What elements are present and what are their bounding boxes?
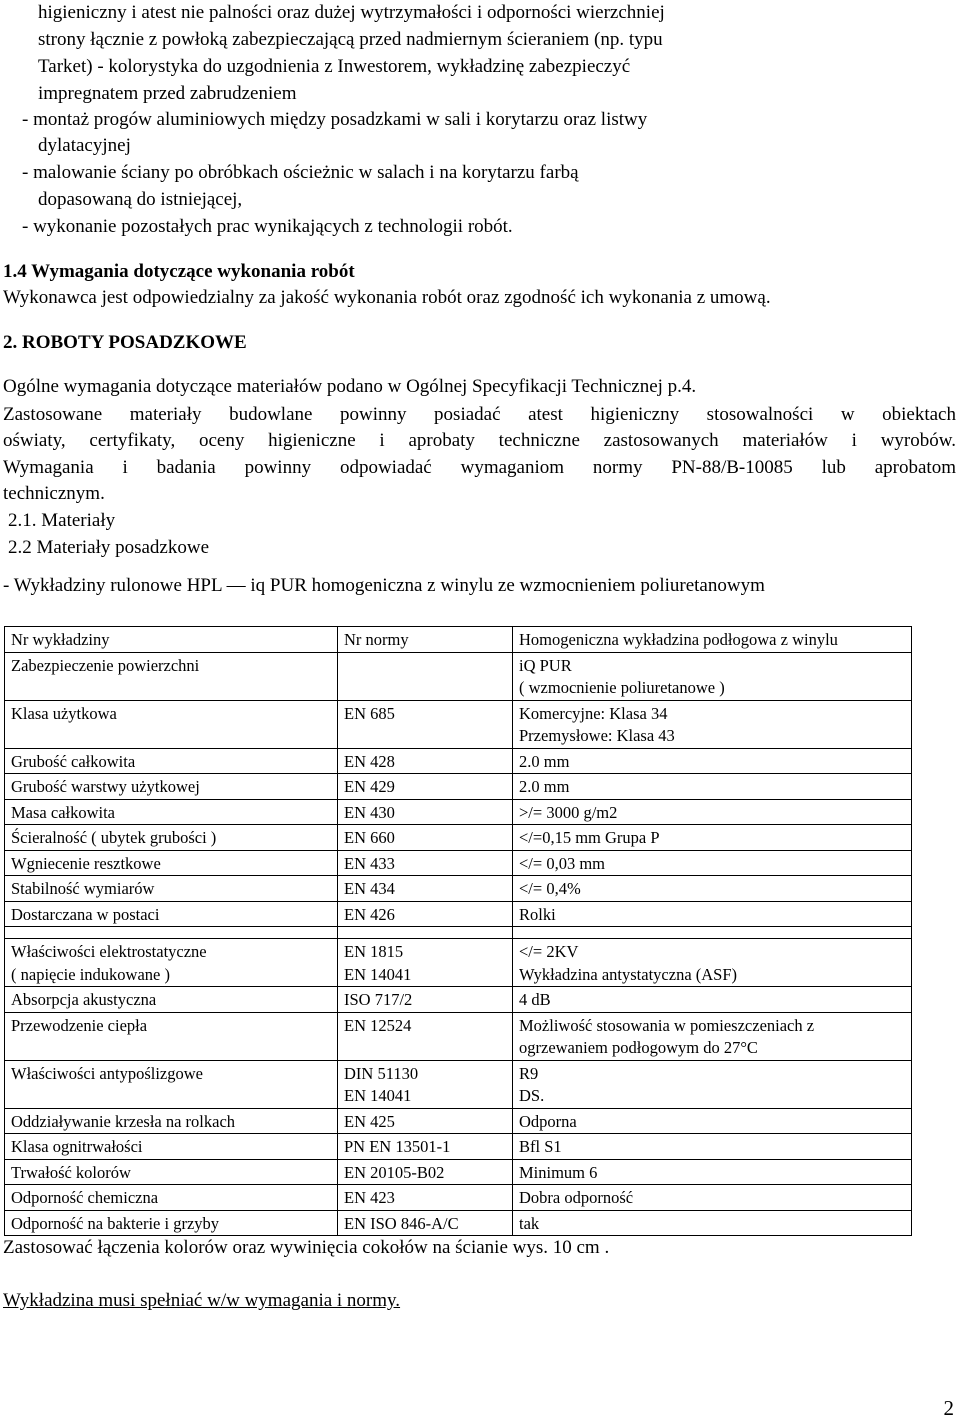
- cell-text: Trwałość kolorów: [11, 1162, 131, 1182]
- cell-text: EN 14041: [344, 1086, 412, 1105]
- table-row: [5, 652, 912, 700]
- table-cell: [338, 627, 513, 653]
- section-text: technicznym.: [3, 483, 105, 504]
- cell-text: Bfl S1: [519, 1137, 562, 1156]
- table-cell: [5, 1108, 338, 1134]
- cell-text: Właściwości antypoślizgowe: [11, 1063, 203, 1083]
- table-cell: [513, 939, 912, 987]
- cell-text: Zabezpieczenie powierzchni: [11, 655, 200, 675]
- table-cell: [5, 987, 338, 1013]
- cell-text: </= 2KV: [519, 942, 579, 961]
- table-cell: [513, 1060, 912, 1108]
- cell-text: Przewodzenie ciepła: [11, 1015, 148, 1035]
- text-line: Tarket) - kolorystyka do uzgodnienia z Inwestorem, wykładzinę zabezpieczyć: [38, 56, 631, 77]
- cell-text: EN 14041: [344, 964, 412, 984]
- cell-text: EN 425: [344, 1111, 395, 1131]
- cell-text: Odporność na bakterie i grzyby: [11, 1213, 220, 1233]
- table-row: [5, 774, 912, 800]
- table-row: [5, 799, 912, 825]
- cell-text: Wykładzina antystatyczna (ASF): [519, 964, 738, 984]
- table-cell: [513, 774, 912, 800]
- cell-text: EN 423: [344, 1188, 395, 1207]
- cell-text: EN 434: [344, 879, 395, 898]
- table-cell: [5, 1134, 338, 1160]
- table-cell: [338, 1185, 513, 1211]
- table-row: [5, 850, 912, 876]
- cell-text: Klasa ognitrwałości: [11, 1137, 143, 1156]
- product-line: - Wykładziny rulonowe HPL — iq PUR homogeniczna z winylu ze wzmocnieniem poliuretanowym: [3, 575, 765, 596]
- cell-text: EN 429: [344, 777, 395, 796]
- table-row: [5, 1134, 912, 1160]
- cell-text: 2.0 mm: [519, 777, 570, 796]
- table-cell: [5, 748, 338, 774]
- table-cell: [338, 850, 513, 876]
- table-cell: [338, 825, 513, 851]
- spec-table-body: [5, 627, 912, 1236]
- table-cell: [338, 876, 513, 902]
- table-row: [5, 627, 912, 653]
- cell-text: Odporna: [519, 1111, 577, 1131]
- cell-text: Masa całkowita: [11, 802, 116, 822]
- cell-text: Grubość całkowita: [11, 751, 136, 771]
- cell-text: DS.: [519, 1086, 545, 1105]
- cell-text: EN 433: [344, 853, 395, 873]
- section-text: Wymagania i badania powinny odpowiadać wymaganiom normy PN-88/B-10085 lub aprobatom: [3, 457, 956, 478]
- table-cell: [5, 1185, 338, 1211]
- table-cell: [513, 927, 912, 939]
- text-line: strony łącznie z powłoką zabezpieczającą przed nadmiernym ścieraniem (np. typu: [38, 29, 663, 50]
- table-cell: [513, 652, 912, 700]
- table-cell: [513, 1012, 912, 1060]
- cell-text: EN 430: [344, 802, 395, 822]
- cell-text: Przemysłowe: Klasa 43: [519, 726, 675, 745]
- cell-text: EN 1815: [344, 942, 404, 961]
- cell-text: Klasa użytkowa: [11, 703, 117, 723]
- table-cell: [338, 1060, 513, 1108]
- cell-text: tak: [519, 1213, 540, 1233]
- table-cell: [5, 700, 338, 748]
- cell-text: ogrzewaniem podłogowym do 27°C: [519, 1038, 758, 1057]
- table-row: [5, 939, 912, 987]
- cell-text: </= 0,03 mm: [519, 853, 605, 873]
- table-spacer-row: [5, 927, 912, 939]
- table-cell: [338, 1134, 513, 1160]
- cell-text: >/= 3000 g/m2: [519, 802, 618, 822]
- spec-table: [4, 626, 912, 1236]
- cell-text: Ścieralność ( ubytek grubości ): [11, 828, 217, 847]
- table-cell: [513, 876, 912, 902]
- page-number: 2: [943, 1396, 954, 1420]
- table-cell: [338, 799, 513, 825]
- table-cell: [513, 850, 912, 876]
- cell-text: EN 428: [344, 751, 395, 771]
- table-cell: [513, 799, 912, 825]
- cell-text: Możliwość stosowania w pomieszczeniach z: [519, 1015, 815, 1035]
- table-cell: [513, 700, 912, 748]
- cell-text: R9: [519, 1063, 539, 1083]
- table-cell: [513, 748, 912, 774]
- table-cell: [338, 748, 513, 774]
- cell-text: Minimum 6: [519, 1162, 598, 1182]
- table-cell: [338, 774, 513, 800]
- cell-text: EN 12524: [344, 1015, 412, 1035]
- cell-text: Komercyjne: Klasa 34: [519, 703, 668, 723]
- table-cell: [338, 1210, 513, 1236]
- table-row: [5, 1108, 912, 1134]
- cell-text: EN 660: [344, 828, 395, 847]
- table-cell: [5, 927, 338, 939]
- section-text: Zastosowane materiały budowlane powinny posiadać atest higieniczny stosowalności w obiektach: [3, 404, 956, 425]
- table-cell: [338, 987, 513, 1013]
- table-row: [5, 1210, 912, 1236]
- section-text: Ogólne wymagania dotyczące materiałów podano w Ogólnej Specyfikacji Technicznej p.4.: [3, 376, 697, 397]
- text-line: - montaż progów aluminiowych między posadzkami w sali i korytarzu oraz listwy: [22, 109, 648, 130]
- table-row: [5, 1012, 912, 1060]
- cell-text: DIN 51130: [344, 1063, 419, 1083]
- cell-text: PN EN 13501-1: [344, 1137, 451, 1156]
- cell-text: Absorpcja akustyczna: [11, 990, 157, 1009]
- section-text: oświaty, certyfikaty, oceny higieniczne i aprobaty techniczne zastosowanych materiałów i wyrobów.: [3, 430, 956, 451]
- table-row: [5, 748, 912, 774]
- cell-text: EN 20105-B02: [344, 1162, 445, 1182]
- closing-text: Zastosować łączenia kolorów oraz wywinięcia cokołów na ścianie wys. 10 cm .: [3, 1237, 610, 1258]
- cell-text: ( wzmocnienie poliuretanowe ): [519, 678, 725, 697]
- table-cell: [5, 825, 338, 851]
- table-cell: [513, 987, 912, 1013]
- table-cell: [5, 876, 338, 902]
- text-line: dopasowaną do istniejącej,: [38, 189, 243, 210]
- table-row: [5, 901, 912, 927]
- table-row: [5, 876, 912, 902]
- table-cell: [338, 1012, 513, 1060]
- cell-text: EN 685: [344, 703, 395, 723]
- table-cell: [5, 774, 338, 800]
- table-cell: [513, 1185, 912, 1211]
- table-cell: [5, 939, 338, 987]
- cell-text: Nr normy: [344, 630, 409, 649]
- table-cell: [5, 799, 338, 825]
- table-cell: [5, 901, 338, 927]
- section-heading: 1.4 Wymagania dotyczące wykonania robót: [3, 261, 355, 282]
- cell-text: Stabilność wymiarów: [11, 879, 155, 898]
- cell-text: Dobra odporność: [519, 1188, 634, 1207]
- cell-text: 4 dB: [519, 990, 551, 1009]
- table-cell: [338, 939, 513, 987]
- cell-text: EN 426: [344, 904, 395, 924]
- table-cell: [338, 927, 513, 939]
- text-line: - malowanie ściany po obróbkach ościeżnic w salach i na korytarzu farbą: [22, 162, 579, 183]
- table-cell: [513, 901, 912, 927]
- text-line: dylatacyjnej: [38, 135, 131, 156]
- table-row: [5, 1060, 912, 1108]
- closing-text: Wykładzina musi spełniać w/w wymagania i normy.: [3, 1290, 401, 1311]
- table-cell: [338, 901, 513, 927]
- table-row: [5, 1185, 912, 1211]
- cell-text: </= 0,4%: [519, 879, 581, 898]
- table-cell: [338, 700, 513, 748]
- subsection-heading: 2.2 Materiały posadzkowe: [8, 537, 210, 558]
- cell-text: Odporność chemiczna: [11, 1188, 159, 1207]
- cell-text: 2.0 mm: [519, 751, 570, 771]
- table-cell: [5, 652, 338, 700]
- table-cell: [338, 1159, 513, 1185]
- table-row: [5, 825, 912, 851]
- cell-text: iQ PUR: [519, 655, 572, 675]
- text-line: impregnatem przed zabrudzeniem: [38, 83, 297, 104]
- table-cell: [5, 850, 338, 876]
- cell-text: EN ISO 846-A/C: [344, 1213, 459, 1233]
- table-row: [5, 700, 912, 748]
- table-row: [5, 1159, 912, 1185]
- table-cell: [5, 1060, 338, 1108]
- table-cell: [5, 1159, 338, 1185]
- cell-text: Nr wykładziny: [11, 630, 110, 649]
- table-cell: [513, 627, 912, 653]
- cell-text: </=0,15 mm Grupa P: [519, 828, 660, 847]
- table-cell: [513, 825, 912, 851]
- cell-text: Oddziaływanie krzesła na rolkach: [11, 1111, 236, 1131]
- table-cell: [5, 1012, 338, 1060]
- table-cell: [513, 1210, 912, 1236]
- text-line: - wykonanie pozostałych prac wynikających z technologii robót.: [22, 216, 513, 237]
- table-cell: [338, 1108, 513, 1134]
- text-line: higieniczny i atest nie palności oraz dużej wytrzymałości i odporności wierzchniej: [38, 2, 665, 23]
- cell-text: ISO 717/2: [344, 990, 413, 1009]
- section-text: Wykonawca jest odpowiedzialny za jakość wykonania robót oraz zgodność ich wykonania z umową.: [3, 287, 771, 308]
- cell-text: Wgniecenie resztkowe: [11, 853, 161, 873]
- cell-text: Grubość warstwy użytkowej: [11, 777, 200, 796]
- subsection-heading: 2.1. Materiały: [8, 510, 116, 531]
- table-row: [5, 987, 912, 1013]
- cell-text: Dostarczana w postaci: [11, 904, 160, 924]
- cell-text: Właściwości elektrostatyczne: [11, 942, 207, 961]
- table-cell: [513, 1108, 912, 1134]
- cell-text: ( napięcie indukowane ): [11, 964, 170, 984]
- section-heading: 2. ROBOTY POSADZKOWE: [3, 332, 247, 353]
- cell-text: Homogeniczna wykładzina podłogowa z winylu: [519, 630, 838, 649]
- table-cell: [5, 627, 338, 653]
- table-cell: [513, 1134, 912, 1160]
- table-cell: [338, 652, 513, 700]
- table-cell: [5, 1210, 338, 1236]
- cell-text: Rolki: [519, 904, 556, 924]
- table-cell: [513, 1159, 912, 1185]
